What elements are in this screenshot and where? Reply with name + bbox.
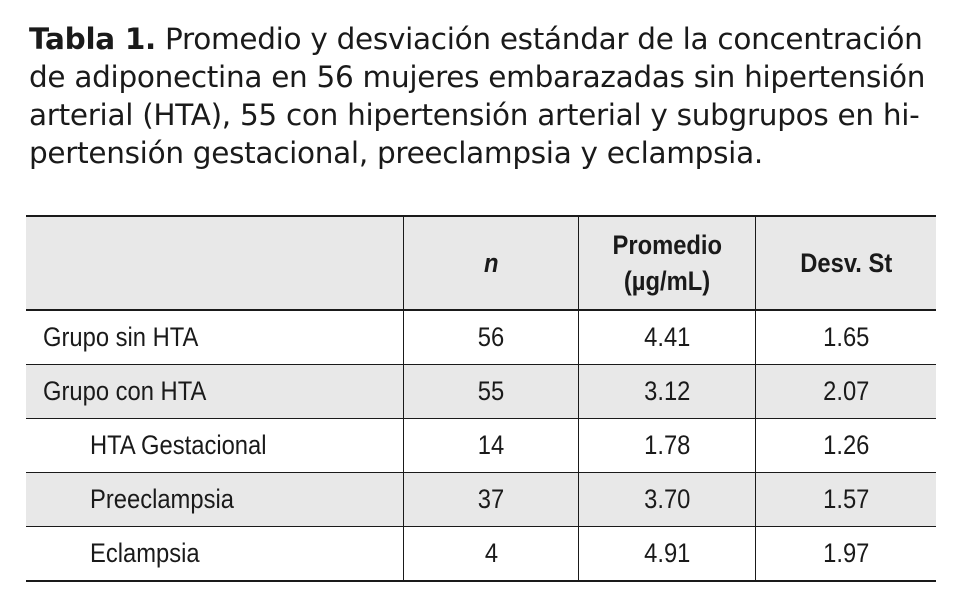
- header-n-label: n: [483, 248, 499, 278]
- cell-n: [404, 310, 579, 365]
- cell-mean-text: 3.12: [643, 376, 691, 406]
- table-row: [26, 419, 936, 473]
- table-row: [26, 527, 936, 582]
- cell-n-text: 14: [477, 430, 505, 460]
- caption-line-1: [29, 20, 941, 58]
- cell-n-text: 55: [477, 376, 505, 406]
- header-row: [26, 216, 936, 310]
- header-mean: [579, 216, 756, 310]
- caption-line-4: pertensión gestacional, preeclampsia y eclampsia.: [29, 136, 763, 170]
- cell-sd-text: 2.07: [822, 376, 869, 406]
- cell-sd: [755, 419, 936, 473]
- cell-group-text: Eclampsia: [90, 538, 200, 568]
- cell-mean-text: 4.41: [643, 322, 691, 352]
- cell-group-text: Preeclampsia: [90, 484, 234, 514]
- data-table-container: [26, 215, 936, 582]
- table-header: [26, 216, 936, 310]
- cell-group-text: HTA Gestacional: [90, 430, 267, 460]
- header-group: [26, 216, 404, 310]
- cell-group: [26, 473, 404, 527]
- cell-mean: [579, 310, 756, 365]
- caption-text-1: Promedio y desviación estándar de la concentración: [165, 22, 923, 56]
- cell-group: [26, 310, 404, 365]
- cell-n-text: 37: [477, 484, 505, 514]
- header-mean-line1: Promedio: [612, 230, 722, 260]
- table-row: [26, 473, 936, 527]
- cell-group: [26, 527, 404, 582]
- cell-sd: [755, 310, 936, 365]
- cell-n: [404, 365, 579, 419]
- cell-n-text: 56: [477, 322, 505, 352]
- caption-label: Tabla 1.: [29, 22, 156, 56]
- cell-mean-text: 3.70: [643, 484, 691, 514]
- cell-mean-text: 1.78: [643, 430, 691, 460]
- cell-mean: [579, 527, 756, 582]
- cell-sd: [755, 365, 936, 419]
- header-mean-line2: (µg/mL): [623, 266, 711, 296]
- header-n: [404, 216, 579, 310]
- cell-group: [26, 419, 404, 473]
- cell-mean: [579, 419, 756, 473]
- cell-group: [26, 365, 404, 419]
- cell-mean: [579, 365, 756, 419]
- caption-line-3: arterial (HTA), 55 con hipertensión arterial y subgrupos en hi-: [29, 98, 920, 132]
- table-caption: [29, 20, 941, 172]
- cell-sd-text: 1.97: [822, 538, 869, 568]
- cell-sd-text: 1.26: [822, 430, 869, 460]
- cell-sd-text: 1.65: [822, 322, 869, 352]
- data-table: [26, 215, 936, 582]
- cell-group-text: Grupo sin HTA: [43, 322, 199, 352]
- header-sd-label: Desv. St: [799, 248, 892, 278]
- table-row: [26, 365, 936, 419]
- cell-mean: [579, 473, 756, 527]
- cell-n: [404, 527, 579, 582]
- table-body: [26, 310, 936, 581]
- cell-n: [404, 419, 579, 473]
- header-sd: [755, 216, 936, 310]
- cell-sd: [755, 473, 936, 527]
- cell-sd-text: 1.57: [822, 484, 869, 514]
- cell-mean-text: 4.91: [643, 538, 691, 568]
- cell-group-text: Grupo con HTA: [43, 376, 207, 406]
- cell-n: [404, 473, 579, 527]
- cell-sd: [755, 527, 936, 582]
- cell-n-text: 4: [484, 538, 498, 568]
- table-row: [26, 310, 936, 365]
- caption-line-2: de adiponectina en 56 mujeres embarazadas sin hipertensión: [29, 60, 926, 94]
